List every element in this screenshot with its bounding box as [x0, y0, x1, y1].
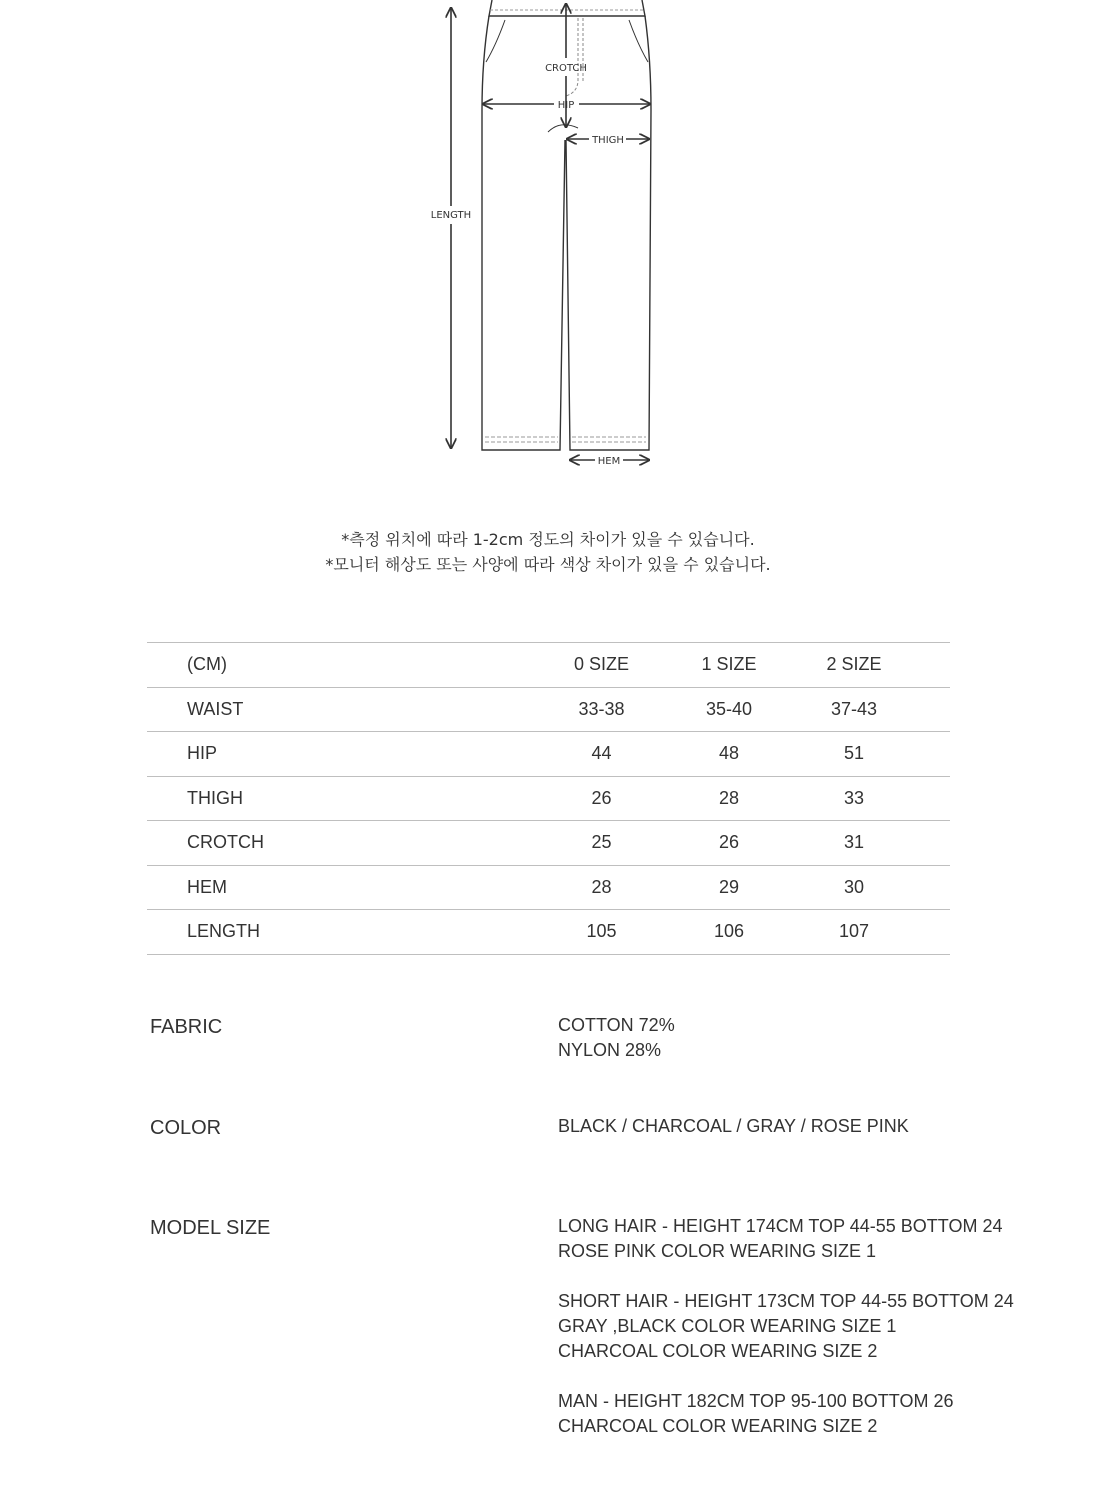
table-header-unit: (CM): [147, 643, 535, 688]
cell-value: 30: [790, 865, 918, 910]
table-row: [147, 865, 950, 910]
fabric-line: NYLON 28%: [558, 1040, 662, 1060]
table-row: [147, 776, 950, 821]
table-row: [147, 687, 950, 732]
fabric-value: [558, 1013, 675, 1063]
cell-value: 33: [790, 776, 918, 821]
cell-value: 37-43: [790, 687, 918, 732]
table-row: [147, 910, 950, 955]
length-label: LENGTH: [430, 210, 472, 221]
model-line: CHARCOAL COLOR WEARING SIZE 2: [558, 1341, 878, 1361]
fabric-label: FABRIC: [150, 1016, 223, 1038]
cell-value: 107: [790, 910, 918, 955]
hip-label: HIP: [557, 100, 575, 111]
cell-value: 35-40: [668, 687, 790, 732]
model-line: GRAY ,BLACK COLOR WEARING SIZE 1: [558, 1316, 897, 1336]
size-table: [147, 642, 950, 955]
cell-value: 25: [535, 821, 668, 866]
cell-value: 44: [535, 732, 668, 777]
table-row: [147, 732, 950, 777]
model-size-label: MODEL SIZE: [150, 1217, 271, 1239]
model-line: LONG HAIR - HEIGHT 174CM TOP 44-55 BOTTOM 24: [558, 1216, 1003, 1236]
row-label: HEM: [147, 865, 535, 910]
cell-value: 33-38: [535, 687, 668, 732]
model-line: MAN - HEIGHT 182CM TOP 95-100 BOTTOM 26: [558, 1391, 954, 1411]
row-label: THIGH: [147, 776, 535, 821]
cell-value: 51: [790, 732, 918, 777]
table-row: [147, 821, 950, 866]
row-label: WAIST: [147, 687, 535, 732]
color-line: BLACK / CHARCOAL / GRAY / ROSE PINK: [558, 1116, 909, 1136]
cell-value: 106: [668, 910, 790, 955]
hem-label: HEM: [597, 456, 621, 467]
table-header-row: [147, 643, 950, 688]
cell-value: 29: [668, 865, 790, 910]
cell-value: 28: [668, 776, 790, 821]
cell-value: 31: [790, 821, 918, 866]
color-label: COLOR: [150, 1117, 222, 1139]
model-line: SHORT HAIR - HEIGHT 173CM TOP 44-55 BOTTOM 24: [558, 1291, 1014, 1311]
table-header-size-0: 0 SIZE: [535, 643, 668, 688]
model-line: CHARCOAL COLOR WEARING SIZE 2: [558, 1416, 878, 1436]
model-line: ROSE PINK COLOR WEARING SIZE 1: [558, 1241, 877, 1261]
thigh-label: THIGH: [592, 135, 624, 146]
measurement-notes: [0, 527, 1096, 577]
row-label: LENGTH: [147, 910, 535, 955]
row-label: CROTCH: [147, 821, 535, 866]
cell-value: 105: [535, 910, 668, 955]
cell-value: 48: [668, 732, 790, 777]
cell-value: 26: [535, 776, 668, 821]
fabric-line: COTTON 72%: [558, 1015, 675, 1035]
row-label: HIP: [147, 732, 535, 777]
table-header-size-1: 1 SIZE: [668, 643, 790, 688]
note-measurement-variance: *측정 위치에 따라 1-2cm 정도의 차이가 있을 수 있습니다.: [341, 530, 755, 549]
model-size-value: [558, 1214, 1014, 1439]
table-header-size-2: 2 SIZE: [790, 643, 918, 688]
cell-value: 28: [535, 865, 668, 910]
pants-measurement-diagram: [0, 0, 1096, 480]
crotch-label: CROTCH: [545, 63, 587, 74]
cell-value: 26: [668, 821, 790, 866]
color-value: [558, 1114, 909, 1139]
note-color-variance: *모니터 해상도 또는 사양에 따라 색상 차이가 있을 수 있습니다.: [325, 555, 771, 574]
